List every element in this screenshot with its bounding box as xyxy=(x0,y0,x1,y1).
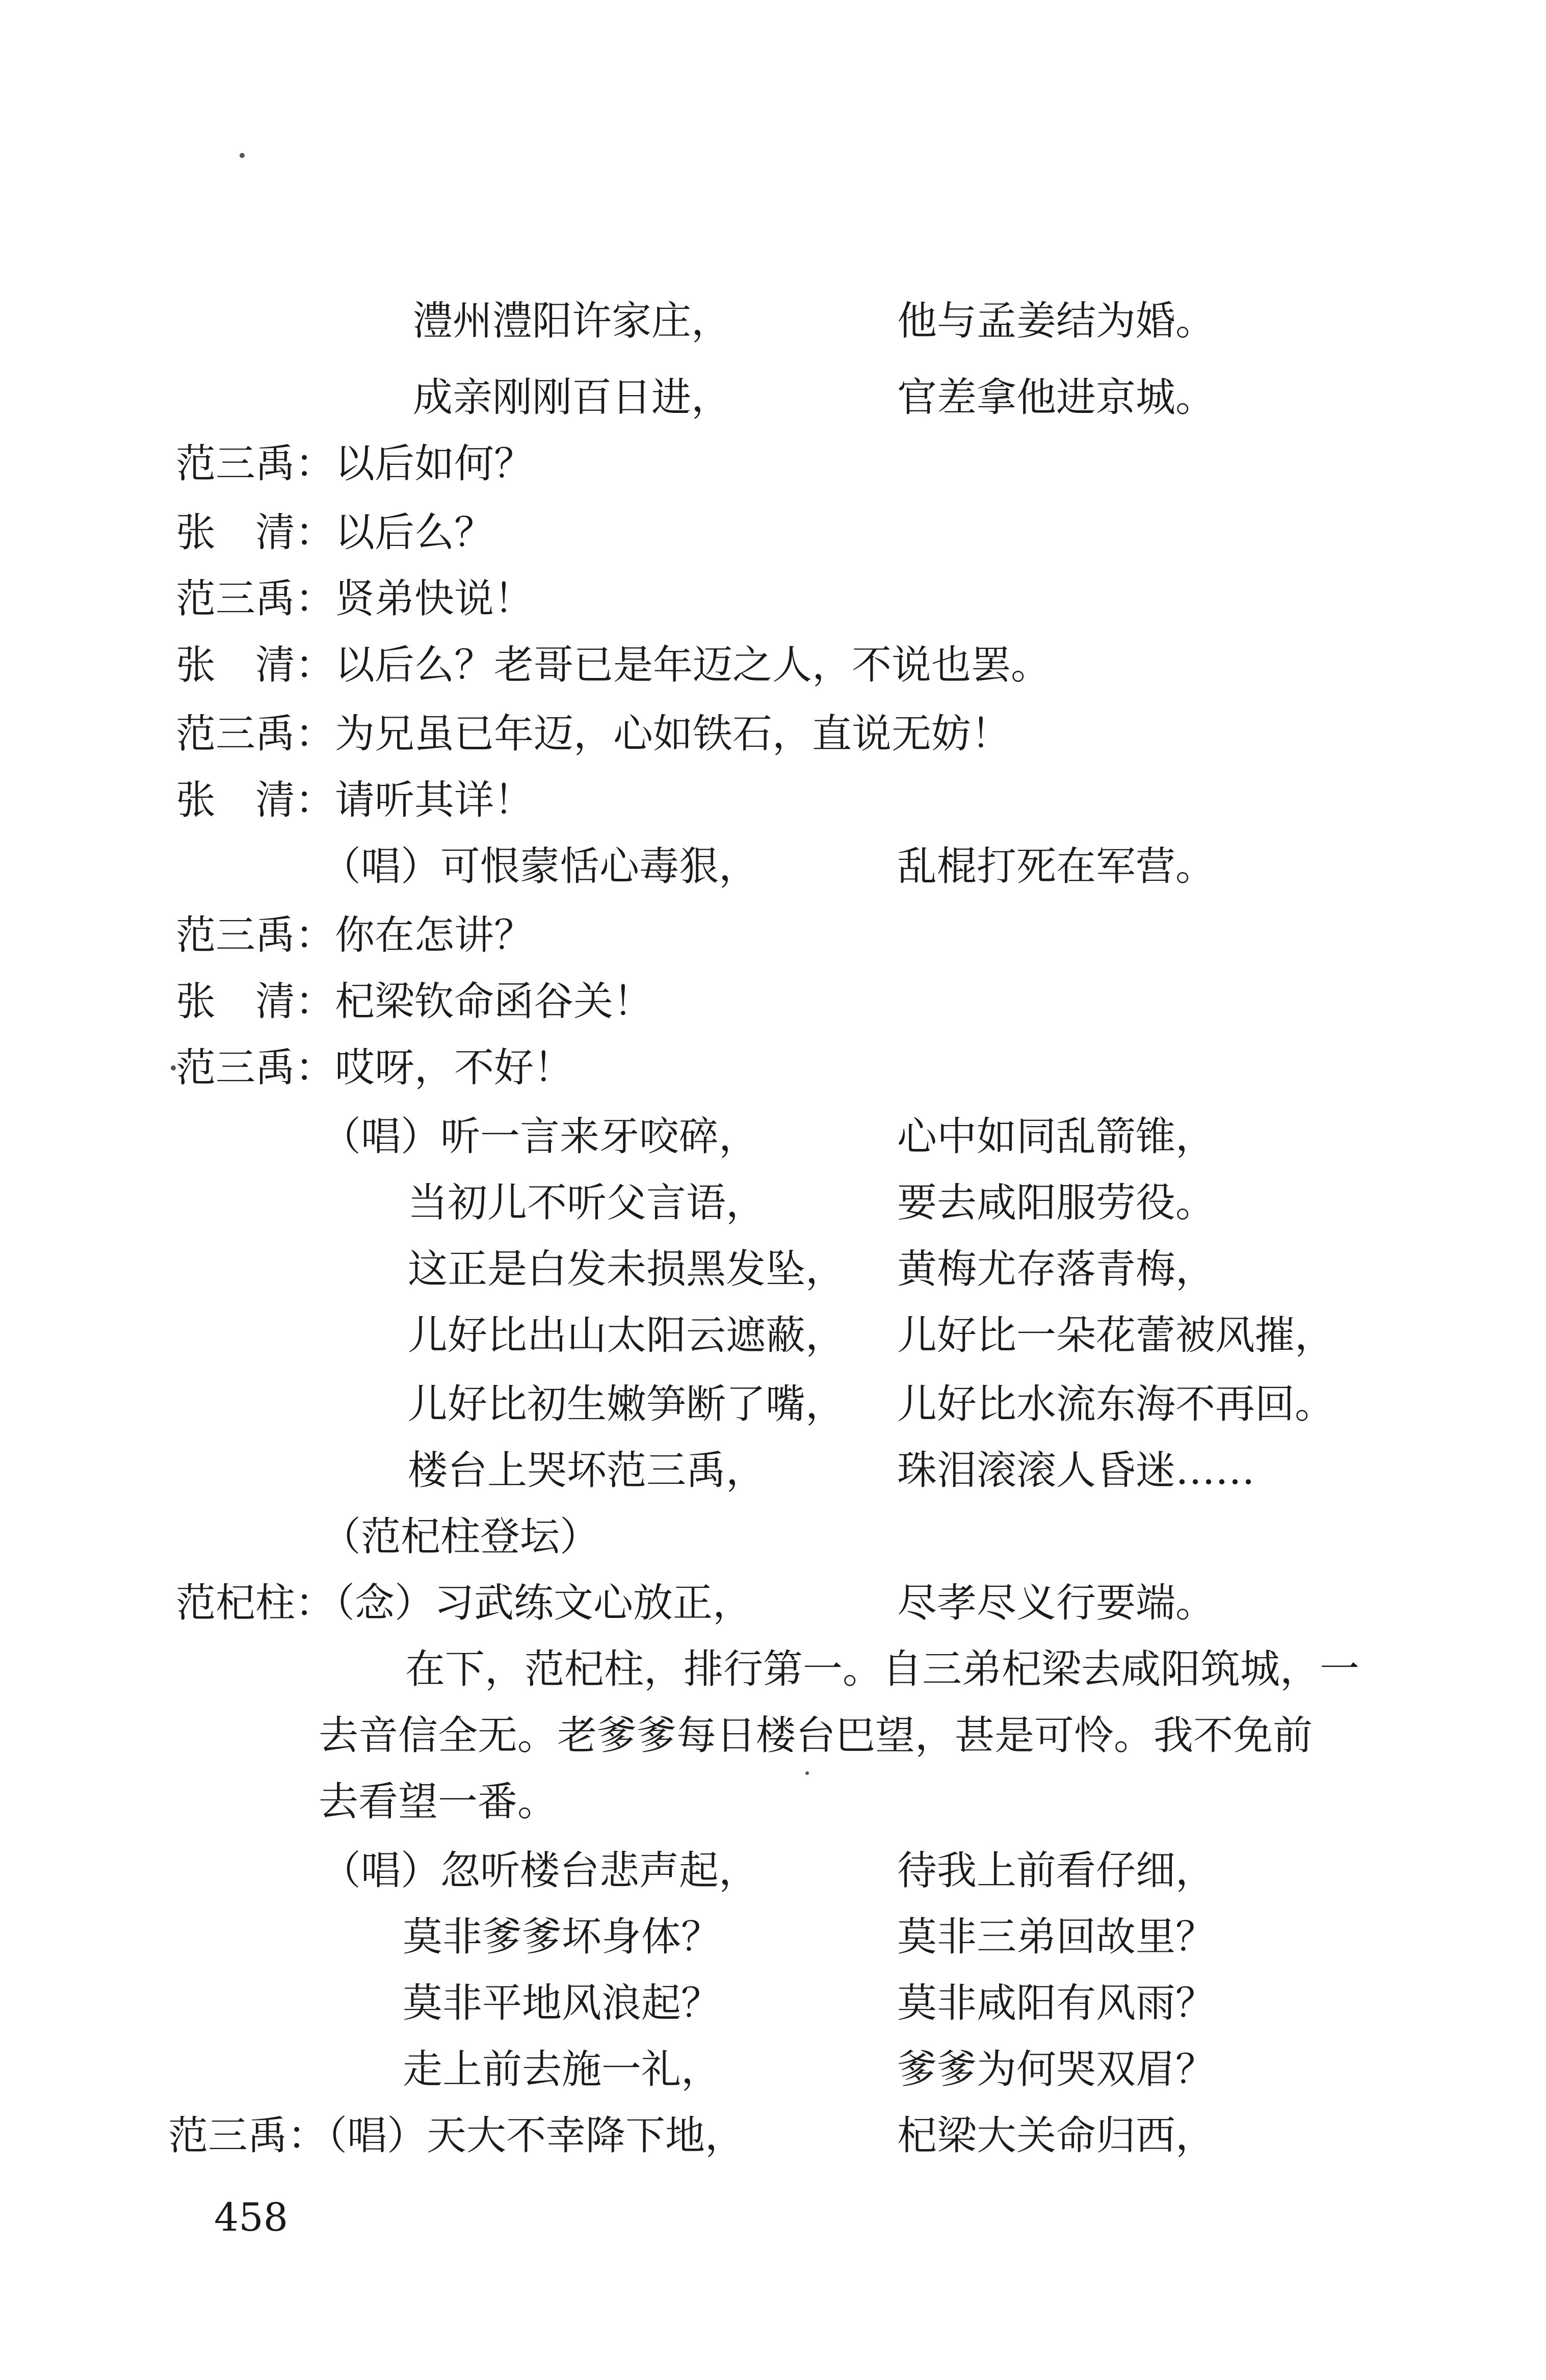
prose-line: 去音信全无。老爹爹每日楼台巴望，甚是可怜。我不免前 xyxy=(319,1713,1313,1759)
dialogue-line: 范三禹：（唱）天大不幸降下地， xyxy=(168,2113,745,2159)
verse-line-right: 待我上前看仔细， xyxy=(897,1848,1216,1894)
dialogue-line: 范三禹：以后如何？ xyxy=(176,441,534,487)
verse-line-right: 儿好比水流东海不再回。 xyxy=(897,1381,1335,1427)
verse-line-left: 莫非平地风浪起？ xyxy=(403,1980,721,2026)
verse-line-left: （唱）可恨蒙恬心毒狠， xyxy=(321,844,759,890)
page-number: 458 xyxy=(214,2194,289,2240)
verse-line-left: 成亲刚刚百日进， xyxy=(413,375,731,421)
verse-line-left: （唱）忽听楼台悲声起， xyxy=(321,1848,759,1894)
dialogue-line: 张 清：请听其详！ xyxy=(176,777,534,823)
dialogue-line: 张 清：以后么？老哥已是年迈之人，不说也罢。 xyxy=(176,642,1051,688)
verse-line-right: 尽孝尽义行要端。 xyxy=(897,1580,1216,1626)
verse-line-right: 杞梁大关命归西， xyxy=(897,2113,1216,2159)
dialogue-line: 范三禹：为兄虽已年迈，心如铁石，直说无妨！ xyxy=(176,711,1011,757)
dialogue-line: 范三禹：哎呀，不好！ xyxy=(176,1045,574,1091)
verse-line-left: 当初儿不听父言语， xyxy=(408,1180,766,1226)
verse-line-left: 儿好比出山太阳云遮蔽， xyxy=(408,1313,846,1358)
verse-line-right: 莫非咸阳有风雨？ xyxy=(897,1980,1216,2026)
scan-speck xyxy=(805,1771,809,1775)
verse-line-right: 黄梅尤存落青梅， xyxy=(897,1246,1216,1292)
dialogue-line: 范三禹：你在怎讲？ xyxy=(176,912,534,958)
verse-line-right: 心中如同乱箭锥， xyxy=(897,1114,1216,1160)
dialogue-line: 范三禹：贤弟快说！ xyxy=(176,576,534,622)
verse-line-right: 乱棍打死在军营。 xyxy=(897,844,1216,890)
verse-line-left: 走上前去施一礼， xyxy=(403,2047,721,2093)
verse-line-right: 珠泪滚滚人昏迷…… xyxy=(897,1448,1255,1494)
verse-line-left: （唱）听一言来牙咬碎， xyxy=(321,1114,759,1160)
verse-line-left: 澧州澧阳许家庄， xyxy=(413,298,731,344)
verse-line-right: 他与孟姜结为婚。 xyxy=(897,298,1216,344)
stage-direction: （范杞柱登坛） xyxy=(321,1514,600,1560)
verse-line-left: 这正是白发未损黑发坠， xyxy=(408,1246,846,1292)
dialogue-line: 张 清：杞梁钦命函谷关！ xyxy=(176,979,653,1025)
scan-speck xyxy=(240,153,245,158)
verse-line-left: 儿好比初生嫩笋断了嘴， xyxy=(408,1381,846,1427)
dialogue-line: 范杞柱：（念）习武练文心放正， xyxy=(176,1580,753,1626)
dialogue-line: 张 清：以后么？ xyxy=(176,510,494,556)
verse-line-right: 官差拿他进京城。 xyxy=(897,375,1216,421)
verse-line-left: 楼台上哭坏范三禹， xyxy=(408,1448,766,1494)
verse-line-right: 儿好比一朵花蕾被风摧， xyxy=(897,1313,1335,1358)
prose-line: 去看望一番。 xyxy=(319,1779,558,1825)
verse-line-right: 爹爹为何哭双眉？ xyxy=(897,2047,1216,2093)
verse-line-right: 要去咸阳服劳役。 xyxy=(897,1180,1216,1226)
prose-line: 在下，范杞柱，排行第一。自三弟杞梁去咸阳筑城，一 xyxy=(405,1646,1360,1692)
scan-speck xyxy=(171,1065,176,1070)
verse-line-left: 莫非爹爹坏身体？ xyxy=(403,1914,721,1960)
verse-line-right: 莫非三弟回故里？ xyxy=(897,1914,1216,1960)
